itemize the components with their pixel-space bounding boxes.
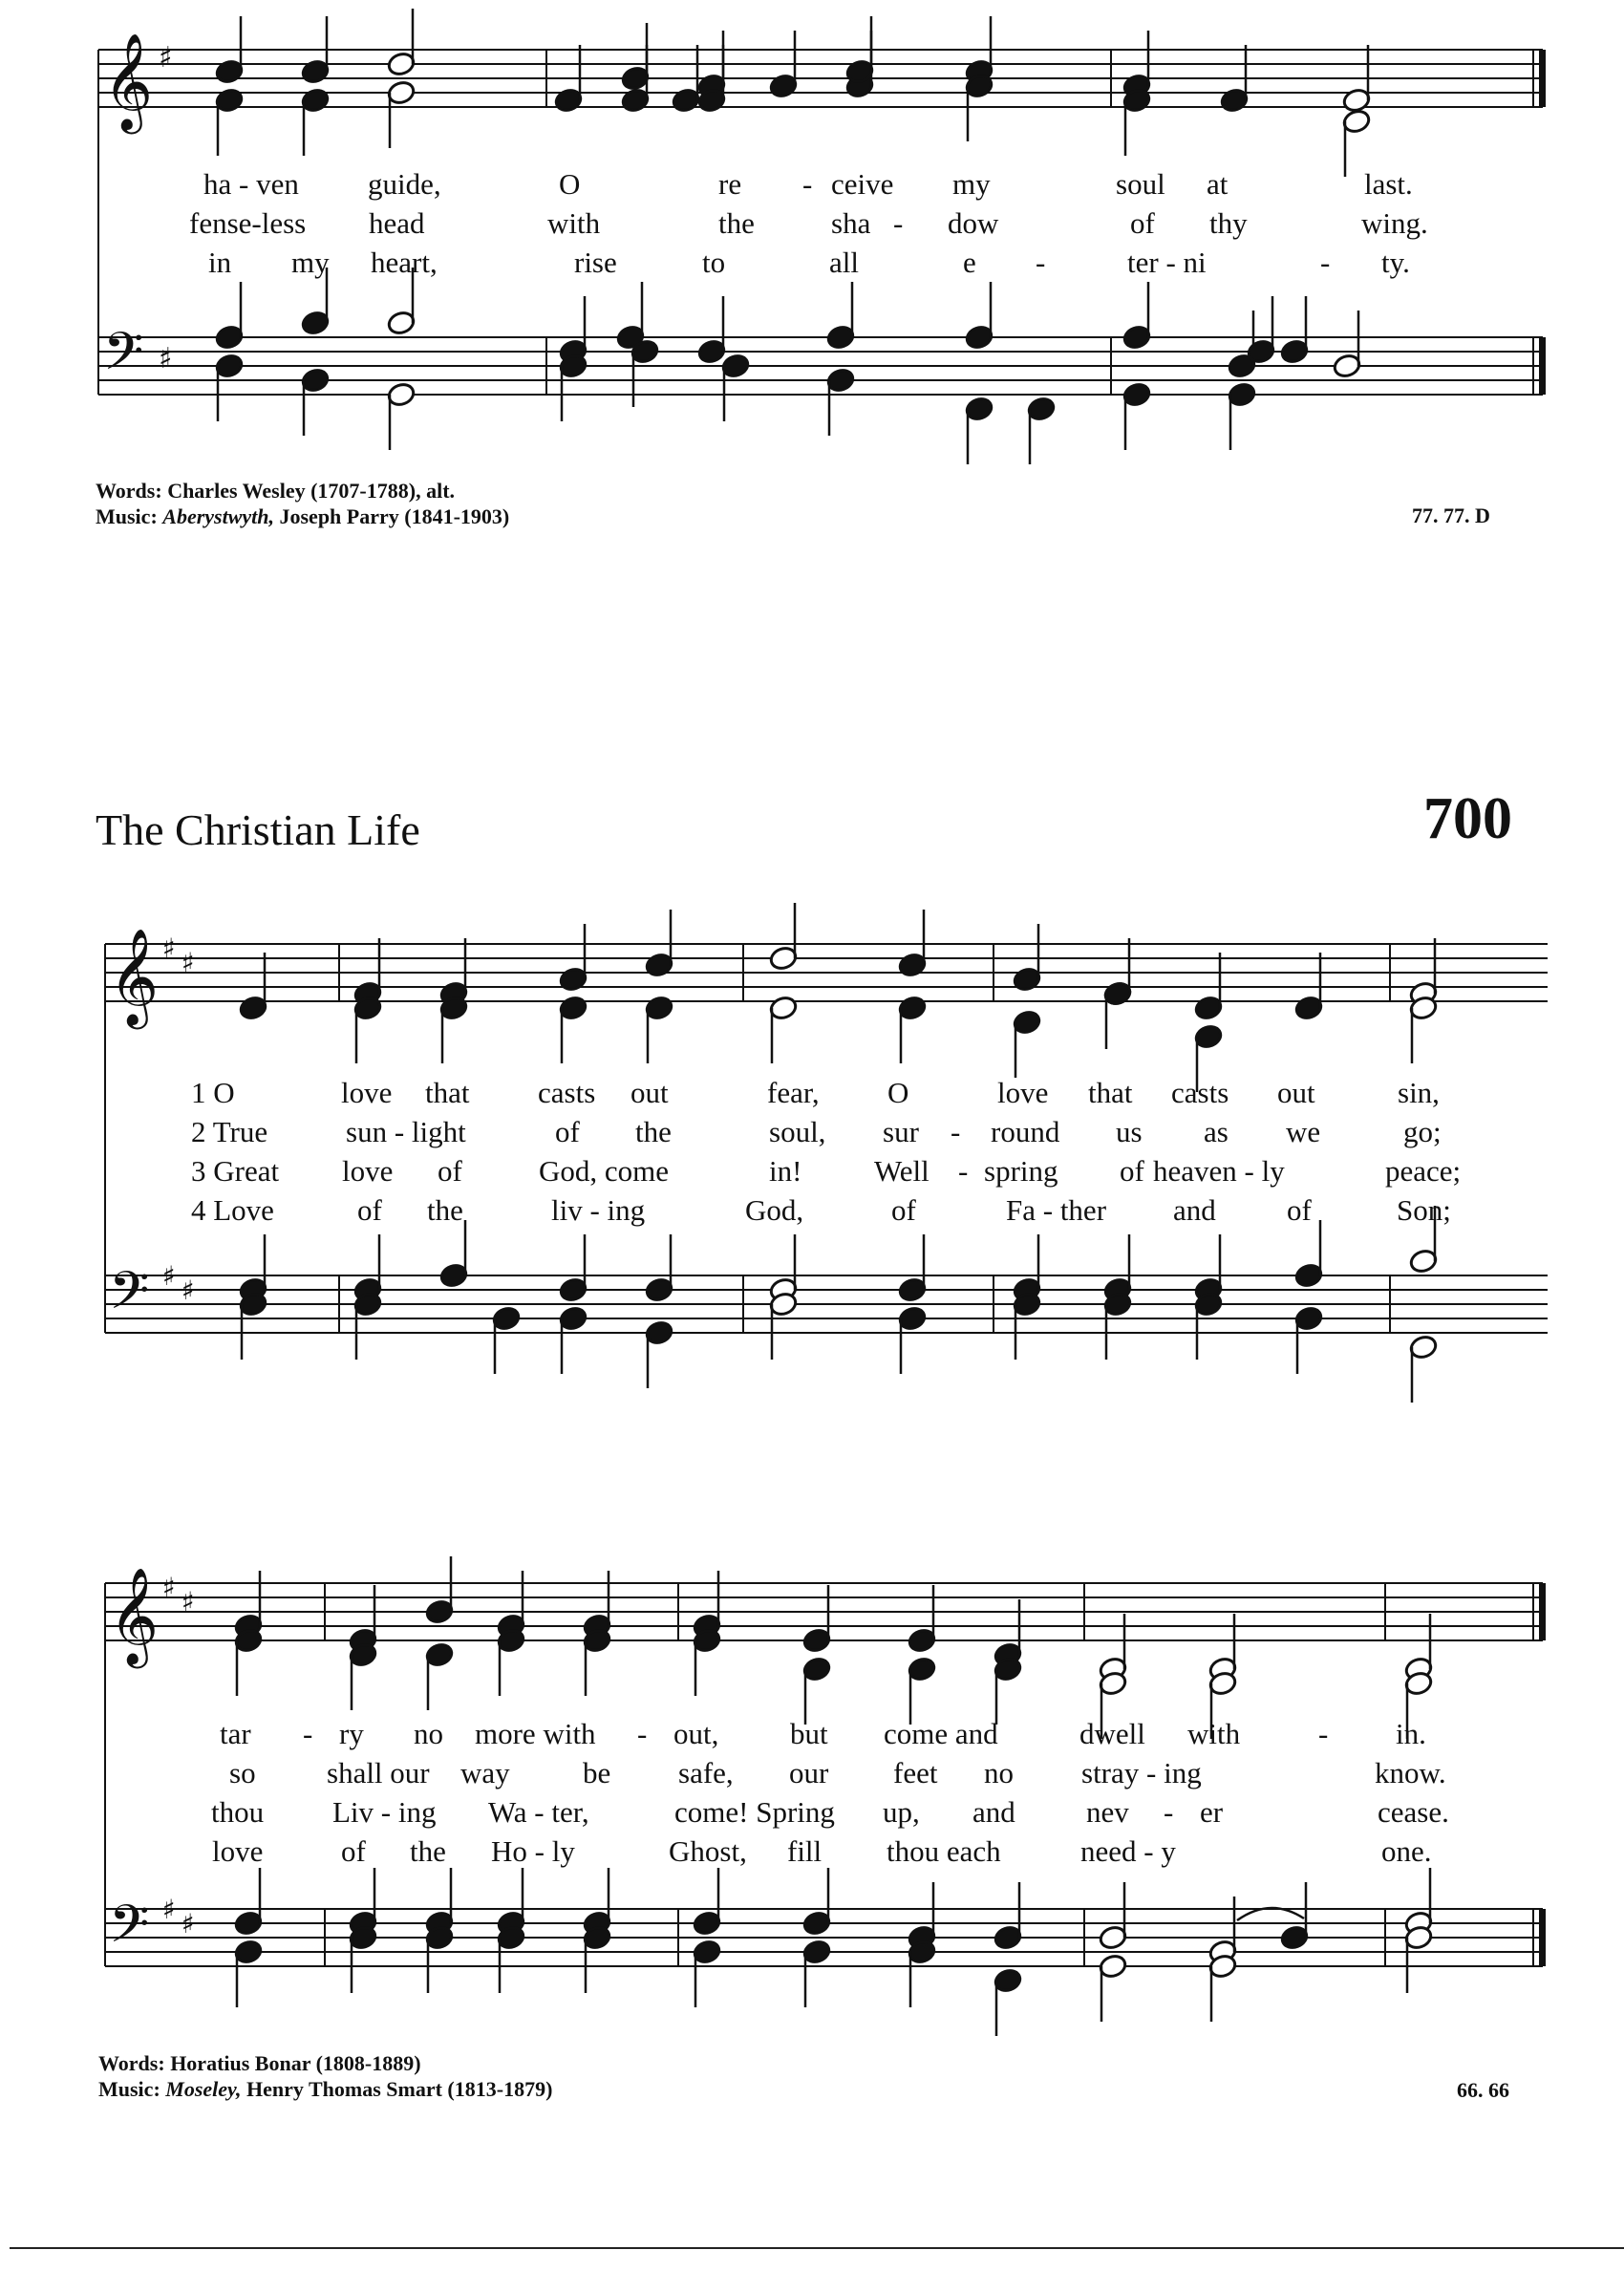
lyric-syllable: stray - ing: [1081, 1756, 1202, 1789]
lyric-syllable: -: [637, 1717, 648, 1750]
lyric-syllable: -: [893, 206, 904, 240]
lyric-syllable: the: [427, 1193, 463, 1227]
lyric-syllable: that: [1088, 1076, 1133, 1109]
lyric-syllable: be: [583, 1756, 611, 1789]
lyrics-verse-line: [0, 1715, 1624, 1753]
hymn-number: 700: [1423, 786, 1512, 851]
lyric-syllable: -: [1164, 1795, 1174, 1829]
lyric-syllable: of: [341, 1834, 366, 1868]
lyric-syllable: out,: [673, 1717, 719, 1750]
lyrics-verse-line: [0, 244, 1624, 282]
lyric-syllable: cease.: [1378, 1795, 1449, 1829]
treble-clef-icon: 𝄞: [109, 1566, 160, 1664]
lyric-syllable: safe,: [678, 1756, 734, 1789]
lyric-syllable: of: [555, 1115, 580, 1148]
lyric-syllable: ceive: [831, 167, 894, 201]
lyric-syllable: fense-less: [189, 206, 307, 240]
sharp-icon: ♯: [162, 1572, 176, 1603]
lyric-syllable: -: [1320, 246, 1331, 279]
sharp-icon: ♯: [182, 1586, 195, 1618]
lyric-syllable: 1 O: [191, 1076, 235, 1109]
lyric-syllable: sin,: [1398, 1076, 1440, 1109]
lyric-syllable: liv - ing: [551, 1193, 646, 1227]
lyric-syllable: of: [891, 1193, 916, 1227]
lyric-syllable: sur: [883, 1115, 919, 1148]
lyric-syllable: with: [547, 206, 601, 240]
lyric-syllable: in.: [1396, 1717, 1426, 1750]
sharp-icon: ♯: [182, 947, 195, 978]
lyric-syllable: guide,: [368, 167, 441, 201]
lyric-syllable: peace;: [1385, 1154, 1462, 1188]
lyric-syllable: love: [342, 1154, 394, 1188]
lyric-syllable: er: [1200, 1795, 1224, 1829]
lyric-syllable: dow: [948, 206, 999, 240]
lyric-syllable: 2 True: [191, 1115, 268, 1148]
lyric-syllable: ter - ni: [1127, 246, 1207, 279]
lyric-syllable: know.: [1375, 1756, 1446, 1789]
lyric-syllable: Ghost,: [669, 1834, 747, 1868]
lyric-syllable: love: [341, 1076, 393, 1109]
lyric-syllable: of: [438, 1154, 462, 1188]
lyric-syllable: 3 Great: [191, 1154, 280, 1188]
lyrics-verse-line: [0, 1152, 1624, 1190]
lyrics-verse-line: [0, 165, 1624, 204]
page-bottom-rule: [10, 2247, 1624, 2249]
lyric-syllable: thou: [211, 1795, 265, 1829]
lyric-syllable: and: [972, 1795, 1015, 1829]
lyric-syllable: one.: [1381, 1834, 1432, 1868]
final-barline: [1539, 1909, 1546, 1966]
lyric-syllable: out: [630, 1076, 669, 1109]
lyrics-verse-line: [0, 204, 1624, 243]
lyric-syllable: love: [212, 1834, 264, 1868]
lyric-syllable: soul,: [769, 1115, 826, 1148]
lyric-syllable: but: [790, 1717, 828, 1750]
lyric-syllable: my: [952, 167, 991, 201]
sharp-icon: ♯: [182, 1908, 195, 1939]
lyric-syllable: spring: [984, 1154, 1058, 1188]
lyric-syllable: that: [425, 1076, 470, 1109]
lyric-syllable: the: [410, 1834, 446, 1868]
lyric-syllable: we: [1286, 1115, 1321, 1148]
lyric-syllable: way: [460, 1756, 510, 1789]
lyric-syllable: heaven - ly: [1153, 1154, 1285, 1188]
lyric-syllable: Son;: [1397, 1193, 1451, 1227]
lyric-syllable: all: [829, 246, 859, 279]
lyric-syllable: our: [789, 1756, 829, 1789]
lyric-syllable: Liv - ing: [332, 1795, 437, 1829]
lyric-syllable: go;: [1403, 1115, 1442, 1148]
lyric-syllable: e: [963, 246, 976, 279]
final-barline: [1539, 1583, 1546, 1640]
final-barline: [1539, 50, 1546, 107]
lyric-syllable: -: [958, 1154, 969, 1188]
sharp-icon: ♯: [162, 932, 176, 964]
lyric-syllable: Fa - ther: [1006, 1193, 1107, 1227]
lyrics-verse-line: [0, 1191, 1624, 1230]
lyric-syllable: come! Spring: [674, 1795, 835, 1829]
lyric-syllable: ty.: [1381, 246, 1410, 279]
lyric-syllable: Ho - ly: [491, 1834, 575, 1868]
lyric-syllable: no: [984, 1756, 1014, 1789]
lyric-syllable: -: [802, 167, 813, 201]
lyric-syllable: no: [414, 1717, 443, 1750]
final-barline: [1539, 337, 1546, 395]
sharp-icon: ♯: [162, 1894, 176, 1925]
lyric-syllable: with: [1187, 1717, 1241, 1750]
lyric-syllable: up,: [883, 1795, 920, 1829]
lyric-syllable: sun - light: [346, 1115, 466, 1148]
lyric-syllable: fear,: [767, 1076, 820, 1109]
lyric-syllable: in: [208, 246, 232, 279]
lyric-syllable: thy: [1209, 206, 1248, 240]
treble-clef-icon: 𝄞: [109, 927, 160, 1025]
lyric-syllable: of: [1287, 1193, 1312, 1227]
sharp-icon: ♯: [159, 342, 173, 375]
lyric-syllable: wing.: [1361, 206, 1428, 240]
lyric-syllable: -: [1036, 246, 1046, 279]
lyric-syllable: casts: [538, 1076, 596, 1109]
lyric-syllable: nev: [1086, 1795, 1129, 1829]
lyrics-verse-line: [0, 1074, 1624, 1112]
lyric-syllable: to: [702, 246, 726, 279]
lyric-syllable: at: [1207, 167, 1229, 201]
treble-clef-icon: 𝄞: [103, 32, 154, 130]
lyric-syllable: sha: [831, 206, 871, 240]
lyric-syllable: us: [1116, 1115, 1143, 1148]
bass-clef-icon: 𝄢: [109, 1260, 150, 1334]
lyric-syllable: round: [991, 1115, 1060, 1148]
lyric-syllable: and: [1173, 1193, 1216, 1227]
section-title: The Christian Life: [96, 805, 420, 854]
lyric-syllable: God,: [745, 1193, 804, 1227]
lyric-syllable: my: [291, 246, 330, 279]
lyric-syllable: the: [635, 1115, 672, 1148]
lyrics-verse-line: [0, 1832, 1624, 1871]
lyric-syllable: casts: [1171, 1076, 1229, 1109]
lyric-syllable: O: [887, 1076, 909, 1109]
sharp-icon: ♯: [162, 1260, 176, 1292]
lyric-syllable: shall our: [327, 1756, 430, 1789]
lyric-syllable: -: [1318, 1717, 1329, 1750]
bass-clef-icon: 𝄢: [103, 321, 144, 395]
lyric-syllable: re: [718, 167, 742, 201]
lyric-syllable: ha - ven: [203, 167, 299, 201]
bass-clef-icon: 𝄢: [109, 1894, 150, 1967]
lyric-syllable: rise: [574, 246, 617, 279]
lyrics-verse-line: [0, 1113, 1624, 1151]
lyric-syllable: soul: [1116, 167, 1165, 201]
lyric-syllable: Wa - ter,: [488, 1795, 589, 1829]
sharp-icon: ♯: [159, 41, 173, 75]
lyric-syllable: so: [229, 1756, 256, 1789]
lyric-syllable: need - y: [1080, 1834, 1176, 1868]
lyric-syllable: feet: [893, 1756, 938, 1789]
lyric-syllable: tar: [220, 1717, 251, 1750]
lyric-syllable: of: [357, 1193, 382, 1227]
lyric-syllable: of: [1120, 1154, 1144, 1188]
meter-label: 77. 77. D: [1412, 504, 1490, 527]
lyric-syllable: the: [718, 206, 755, 240]
lyric-syllable: in!: [769, 1154, 802, 1188]
lyric-syllable: as: [1204, 1115, 1229, 1148]
lyric-syllable: dwell: [1079, 1717, 1145, 1750]
lyric-syllable: God, come: [539, 1154, 670, 1188]
lyric-syllable: heart,: [371, 246, 438, 279]
hymn-credits: Words: Horatius Bonar (1808-1889) Music: Moseley, Henry Thomas Smart (1813-1879): [98, 2051, 553, 2101]
lyric-syllable: Well: [874, 1154, 930, 1188]
lyric-syllable: out: [1277, 1076, 1315, 1109]
lyric-syllable: love: [997, 1076, 1049, 1109]
hymn-credits: Words: Charles Wesley (1707-1788), alt. Music: Aberystwyth, Joseph Parry (1841-1903): [96, 479, 510, 528]
lyric-syllable: -: [303, 1717, 313, 1750]
lyric-syllable: fill: [787, 1834, 823, 1868]
lyric-syllable: O: [559, 167, 581, 201]
lyric-syllable: 4 Love: [191, 1193, 274, 1227]
lyrics-verse-line: [0, 1793, 1624, 1832]
lyric-syllable: head: [369, 206, 425, 240]
lyric-syllable: -: [951, 1115, 961, 1148]
lyric-syllable: ry: [339, 1717, 364, 1750]
lyric-syllable: last.: [1364, 167, 1413, 201]
sharp-icon: ♯: [182, 1275, 195, 1306]
lyric-syllable: come and: [884, 1717, 998, 1750]
lyrics-verse-line: [0, 1754, 1624, 1792]
meter-label: 66. 66: [1457, 2078, 1509, 2102]
lyric-syllable: of: [1130, 206, 1155, 240]
lyric-syllable: more with: [475, 1717, 596, 1750]
lyric-syllable: thou each: [887, 1834, 1001, 1868]
